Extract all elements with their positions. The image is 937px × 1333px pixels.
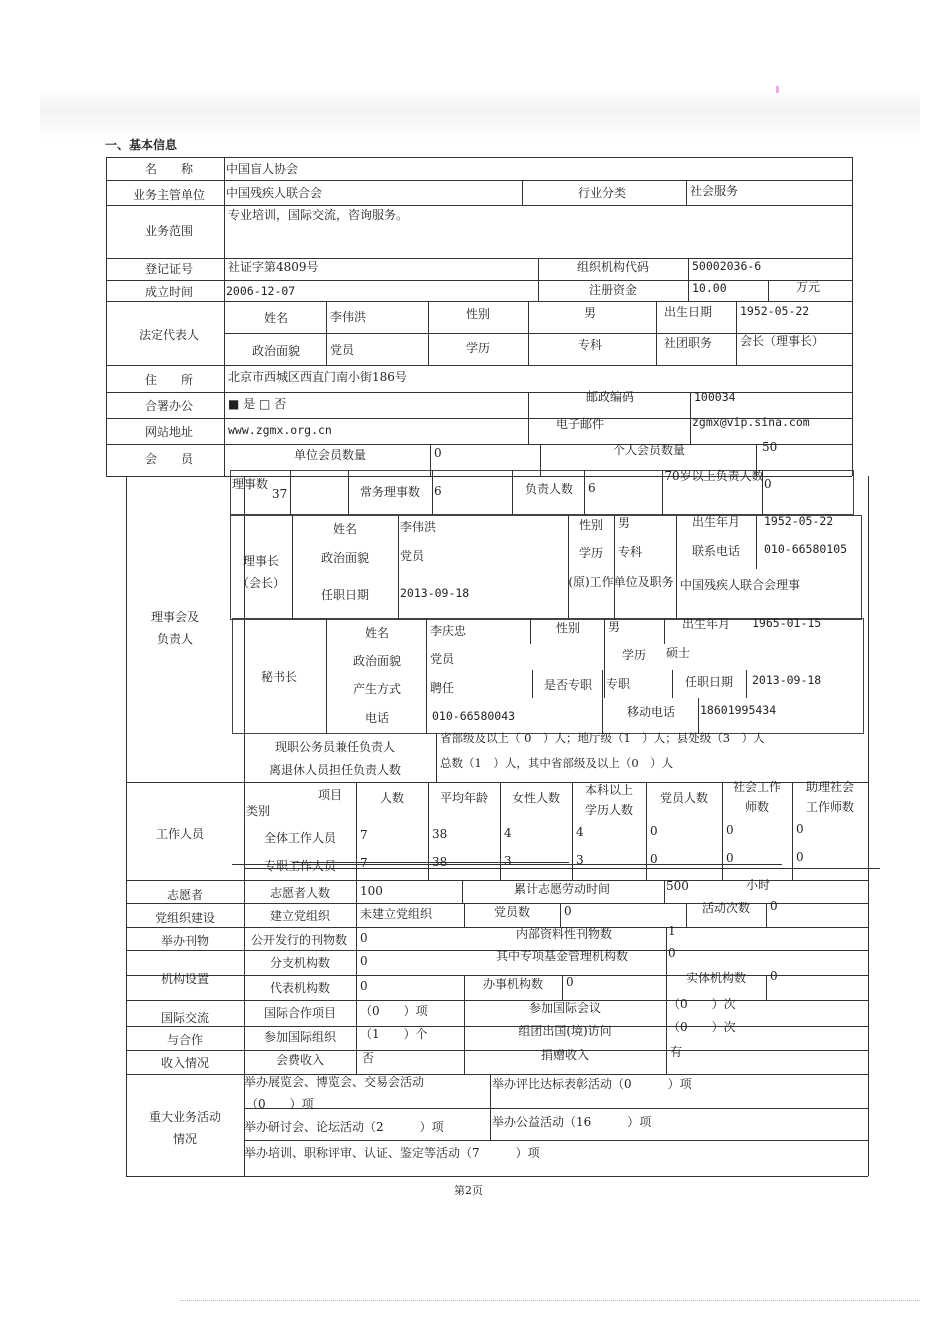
secretary-label: 秘书长 xyxy=(260,670,297,684)
intl-orgs-value: （1 ）个 xyxy=(360,1027,428,1041)
fund-label: 其中专项基金管理机构数 xyxy=(495,949,628,963)
rule xyxy=(656,301,657,365)
rule xyxy=(672,670,673,698)
chair-phone: 010-66580105 xyxy=(764,542,848,556)
branch-label: 分支机构数 xyxy=(269,956,330,970)
member-label: 会 员 xyxy=(144,452,193,466)
staff-header: 本科以上 学历人数 xyxy=(584,783,633,817)
party-activities-value: 0 xyxy=(770,899,778,913)
fund-value: 0 xyxy=(668,946,676,960)
intl-projects-value: （0 ）项 xyxy=(360,1004,428,1018)
chair-work: 中国残疾人联合会理事 xyxy=(680,578,801,592)
legal-birth: 1952-05-22 xyxy=(740,304,810,318)
industry-value: 社会服务 xyxy=(690,184,739,198)
internal-pubs-value: 1 xyxy=(668,924,676,938)
org-code-value: 50002036-6 xyxy=(692,259,762,273)
volunteer-count-label: 志愿者人数 xyxy=(269,886,330,900)
rule xyxy=(560,903,561,927)
legal-post: 会长（理事长） xyxy=(740,334,825,348)
board-value: 37 xyxy=(272,487,288,501)
rule xyxy=(432,470,433,515)
office-label: 办事机构数 xyxy=(482,977,543,991)
scope-value: 专业培训，国际交流，咨询服务。 xyxy=(228,208,409,222)
staff-header: 助理社会 工作师数 xyxy=(805,780,854,814)
staff-label: 工作人员 xyxy=(155,827,204,841)
legal-politics-label: 政治面貌 xyxy=(251,344,300,358)
legal-post-label: 社团职务 xyxy=(664,336,713,350)
founded-label: 成立时间 xyxy=(144,285,193,299)
rule xyxy=(126,476,127,1176)
cooffice-label: 合署办公 xyxy=(144,399,193,413)
rule xyxy=(662,470,663,515)
email-label: 电子邮件 xyxy=(555,417,604,431)
rule xyxy=(666,975,667,1000)
staff-header: 社会工作 师数 xyxy=(732,780,781,814)
exhibitions-activity: 举办展览会、博览会、交易会活动 xyxy=(244,1075,425,1089)
org-code-label: 组织机构代码 xyxy=(576,260,649,274)
chair-date: 2013-09-18 xyxy=(400,586,470,600)
legal-edu: 专科 xyxy=(577,338,602,352)
sec-politics: 党员 xyxy=(430,652,455,666)
rule xyxy=(126,782,244,783)
sec-name: 李庆忠 xyxy=(430,624,467,638)
rule xyxy=(428,301,429,365)
awards-activity: 举办评比达标表彰活动（0 ）项 xyxy=(492,1077,692,1091)
rule xyxy=(326,618,327,734)
rule xyxy=(464,975,465,1000)
chair-date-label: 任职日期 xyxy=(320,588,369,602)
rule xyxy=(602,670,603,734)
legal-birth-label: 出生日期 xyxy=(664,305,713,319)
volunteer-count-value: 100 xyxy=(360,884,383,898)
staff-cell: 0 xyxy=(650,824,658,838)
reg-value: 社证字第4809号 xyxy=(228,260,319,274)
intl-conferences-label: 参加国际会议 xyxy=(528,1001,601,1015)
page-number: 第2页 xyxy=(454,1184,483,1197)
rule xyxy=(106,180,852,181)
corner-bottom: 类别 xyxy=(246,804,271,818)
rule xyxy=(106,205,852,206)
party-org-label: 建立党组织 xyxy=(269,909,330,923)
unit-member-label: 单位会员数量 xyxy=(293,448,366,462)
civil-servant-label: 现职公务员兼任负责人 xyxy=(274,740,395,754)
supervisor-label: 业务主管单位 xyxy=(132,188,205,202)
internal-pubs-label: 内部资料性刊物数 xyxy=(515,927,612,941)
website-label: 网站地址 xyxy=(144,425,193,439)
rule xyxy=(490,1074,491,1140)
sec-edu-label: 学历 xyxy=(621,648,646,662)
international-label: 国际交流 与合作 xyxy=(160,1011,209,1047)
chair-politics: 党员 xyxy=(400,549,425,563)
rule xyxy=(746,670,747,698)
chair-edu: 专科 xyxy=(618,545,643,559)
legal-name-label: 姓名 xyxy=(263,311,288,325)
sec-birth-label: 出生年月 xyxy=(681,617,730,631)
rule xyxy=(292,515,293,620)
sec-edu: 硕士 xyxy=(666,646,691,660)
sec-phone: 010-66580043 xyxy=(432,709,516,723)
over70-label: 70岁以上负责人数 xyxy=(664,469,764,483)
seminars-activity: 举办研讨会、论坛活动（2 ）项 xyxy=(244,1120,444,1134)
chair-phone-label: 联系电话 xyxy=(691,544,740,558)
rule xyxy=(348,470,349,515)
rule xyxy=(532,670,533,698)
cooffice-value: ■ 是 □ 否 xyxy=(228,397,287,411)
training-activity: 举办培训、职称评审、认证、鉴定等活动（7 ）项 xyxy=(244,1146,540,1160)
sec-method-label: 产生方式 xyxy=(352,682,401,696)
staff-cell: 3 xyxy=(504,854,512,868)
reg-label: 登记证号 xyxy=(144,262,193,276)
founded-value: 2006-12-07 xyxy=(226,284,296,298)
party-activities-label: 活动次数 xyxy=(701,901,750,915)
leaders-label: 负责人数 xyxy=(524,482,573,496)
industry-label: 行业分类 xyxy=(577,186,626,200)
scope-label: 业务范围 xyxy=(144,224,193,238)
legal-gender: 男 xyxy=(583,306,596,320)
charity-activity: 举办公益活动（16 ）项 xyxy=(492,1115,652,1129)
legal-rep-label: 法定代表人 xyxy=(138,328,199,342)
staff-header: 女性人数 xyxy=(511,791,560,805)
staff-cell: 7 xyxy=(360,828,368,842)
party-members-value: 0 xyxy=(564,904,572,918)
rule xyxy=(244,1140,868,1141)
staff-cell: 4 xyxy=(576,825,584,839)
chair-name-label: 姓名 xyxy=(332,522,357,536)
rule xyxy=(736,301,737,365)
chair-politics-label: 政治面貌 xyxy=(320,551,369,565)
staff-cell: 38 xyxy=(432,827,448,841)
council-label: 理事会及 负责人 xyxy=(150,610,199,646)
staff-cell: 0 xyxy=(726,851,734,865)
intl-conferences-value: （0 ）次 xyxy=(668,997,736,1011)
rule xyxy=(398,515,399,620)
public-pubs-label: 公开发行的刊物数 xyxy=(250,933,347,947)
rule xyxy=(530,618,531,644)
rule xyxy=(766,903,767,927)
office-value: 0 xyxy=(566,975,574,989)
staff-cell: 3 xyxy=(576,853,584,867)
corner-top: 项目 xyxy=(318,788,343,802)
rule xyxy=(666,1050,667,1074)
person-member-label: 个人会员数量 xyxy=(612,443,685,457)
rule xyxy=(326,301,327,365)
rule xyxy=(106,157,852,158)
income-label: 收入情况 xyxy=(160,1056,209,1070)
institutions-label: 机构设置 xyxy=(160,972,209,986)
staff-header: 平均年龄 xyxy=(439,791,488,805)
rule xyxy=(688,258,689,301)
volunteer-label: 志愿者 xyxy=(166,888,203,902)
staff-header: 人数 xyxy=(379,791,404,805)
standing-value: 6 xyxy=(434,484,442,498)
rule xyxy=(852,157,853,476)
sec-name-label: 姓名 xyxy=(364,626,389,640)
standing-label: 常务理事数 xyxy=(359,485,420,499)
party-org-value: 未建立党组织 xyxy=(360,907,433,921)
legal-edu-label: 学历 xyxy=(465,341,490,355)
intl-orgs-label: 参加国际组织 xyxy=(263,1030,336,1044)
rule xyxy=(522,180,523,205)
civil-servant-value: 省部级及以上（ 0 ）人；地厅级（1 ）人；县处级（3 ）人 xyxy=(440,731,765,745)
legal-name: 李伟洪 xyxy=(330,310,367,324)
donation-label: 捐赠收入 xyxy=(540,1048,589,1062)
activities-label: 重大业务活动 情况 xyxy=(148,1110,221,1146)
rule xyxy=(584,470,585,515)
rule xyxy=(356,880,357,1074)
address-label: 住 所 xyxy=(144,373,193,387)
scan-noise xyxy=(180,1300,920,1302)
sec-gender: 男 xyxy=(608,620,621,634)
rule xyxy=(562,975,563,1000)
rule xyxy=(464,903,465,927)
capital-unit: 万元 xyxy=(796,280,821,294)
legal-politics: 党员 xyxy=(330,343,355,357)
party-members-label: 党员数 xyxy=(493,905,530,919)
rule xyxy=(614,515,615,620)
retired-label: 离退休人员担任负责人数 xyxy=(268,763,401,777)
name-label: 名 称 xyxy=(144,162,193,176)
volunteer-hours-label: 累计志愿劳动时间 xyxy=(513,882,610,896)
rule xyxy=(426,618,427,734)
rule xyxy=(528,301,529,365)
sec-politics-label: 政治面貌 xyxy=(352,654,401,668)
chair-edu-label: 学历 xyxy=(578,546,603,560)
sec-date-label: 任职日期 xyxy=(684,675,733,689)
leaders-value: 6 xyxy=(588,481,596,495)
section-title: 一、基本信息 xyxy=(105,138,178,152)
rule xyxy=(538,258,539,301)
chair-gender-label: 性别 xyxy=(578,518,603,532)
staff-cell: 0 xyxy=(726,823,734,837)
chair-birth-label: 出生年月 xyxy=(691,515,740,529)
supervisor-value: 中国残疾人联合会 xyxy=(226,186,323,200)
rule xyxy=(126,1176,868,1177)
volunteer-hours-unit: 小时 xyxy=(746,878,771,892)
retired-value: 总数（1 ）人，其中省部级及以上（0 ）人 xyxy=(440,756,674,770)
sec-method: 聘任 xyxy=(430,681,455,695)
party-label: 党组织建设 xyxy=(154,911,215,925)
donation-value: 有 xyxy=(670,1045,683,1059)
intl-projects-label: 国际合作项目 xyxy=(263,1006,336,1020)
sec-mobile-label: 移动电话 xyxy=(626,705,675,719)
legal-gender-label: 性别 xyxy=(465,307,490,321)
rule xyxy=(244,1108,868,1109)
capital-label: 注册资金 xyxy=(588,283,637,297)
rep-value: 0 xyxy=(360,979,368,993)
branch-value: 0 xyxy=(360,954,368,968)
staff-header: 党员人数 xyxy=(659,791,708,805)
chair-gender: 男 xyxy=(618,516,631,530)
rule xyxy=(766,975,767,1000)
fee-value: 否 xyxy=(362,1051,375,1065)
rule xyxy=(666,1000,667,1050)
intl-visits-label: 组团出国(境)访问 xyxy=(518,1024,612,1038)
rule xyxy=(868,476,869,1176)
staff-cell: 4 xyxy=(504,826,512,840)
rule xyxy=(686,180,687,205)
rule xyxy=(604,618,605,698)
sec-fulltime: 专职 xyxy=(606,677,631,691)
rule xyxy=(690,392,691,444)
staff-cell: 7 xyxy=(360,856,368,870)
volunteer-hours-value: 500 xyxy=(666,879,689,893)
chair-name: 李伟洪 xyxy=(400,520,437,534)
board-label: 理事数 xyxy=(231,477,268,491)
person-member-value: 50 xyxy=(762,440,778,454)
staff-row-label: 全体工作人员 xyxy=(263,831,336,845)
chair-birth: 1952-05-22 xyxy=(764,514,834,528)
public-pubs-value: 0 xyxy=(360,931,368,945)
postcode-value: 100034 xyxy=(694,390,736,404)
rule xyxy=(106,280,852,281)
intl-visits-value: （0 ）次 xyxy=(668,1020,736,1034)
rule xyxy=(676,515,677,620)
staff-row-label: 专职工作人员 xyxy=(263,859,336,873)
rule xyxy=(106,392,852,393)
rule xyxy=(664,880,665,903)
staff-cell: 0 xyxy=(796,850,804,864)
address-value: 北京市西城区西直门南小街186号 xyxy=(228,370,407,384)
rule xyxy=(106,301,852,302)
chair-work-label: (原)工作单位及职务 xyxy=(568,575,674,589)
rule xyxy=(464,1050,465,1074)
rule xyxy=(464,1000,465,1050)
chair-label: 理事长 （会长） xyxy=(236,554,285,590)
capital-value: 10.00 xyxy=(692,281,727,295)
rule xyxy=(290,470,291,515)
rule xyxy=(666,927,667,975)
publication-label: 举办刊物 xyxy=(160,934,209,948)
rule xyxy=(756,515,757,569)
sec-phone-label: 电话 xyxy=(364,711,389,725)
rule xyxy=(126,1074,868,1075)
sec-birth: 1965-01-15 xyxy=(752,616,822,630)
rule xyxy=(528,392,529,444)
sec-mobile: 18601995434 xyxy=(700,703,777,717)
rep-label: 代表机构数 xyxy=(269,981,330,995)
fee-label: 会费收入 xyxy=(275,1053,324,1067)
entity-value: 0 xyxy=(770,969,778,983)
rule xyxy=(686,903,687,927)
entity-label: 实体机构数 xyxy=(685,971,746,985)
unit-member-value: 0 xyxy=(434,446,442,460)
sec-gender-label: 性别 xyxy=(555,621,580,635)
rule xyxy=(436,734,437,782)
name-value: 中国盲人协会 xyxy=(226,162,299,176)
exhibitions-count: （0 ）项 xyxy=(246,1097,314,1111)
sec-fulltime-label: 是否专职 xyxy=(543,678,592,692)
sec-date: 2013-09-18 xyxy=(752,673,822,687)
rule xyxy=(512,470,513,515)
rule xyxy=(664,618,665,644)
over70-value: 0 xyxy=(764,477,772,491)
staff-cell: 0 xyxy=(796,822,804,836)
rule xyxy=(768,280,769,301)
staff-cell: 38 xyxy=(432,855,448,869)
website-value: www.zgmx.org.cn xyxy=(228,423,332,437)
staff-cell: 0 xyxy=(650,852,658,866)
rule xyxy=(698,698,699,734)
postcode-label: 邮政编码 xyxy=(585,390,634,404)
rule xyxy=(568,515,569,620)
email-value: zgmx@vip.sina.com xyxy=(692,415,810,429)
rule xyxy=(106,365,852,366)
